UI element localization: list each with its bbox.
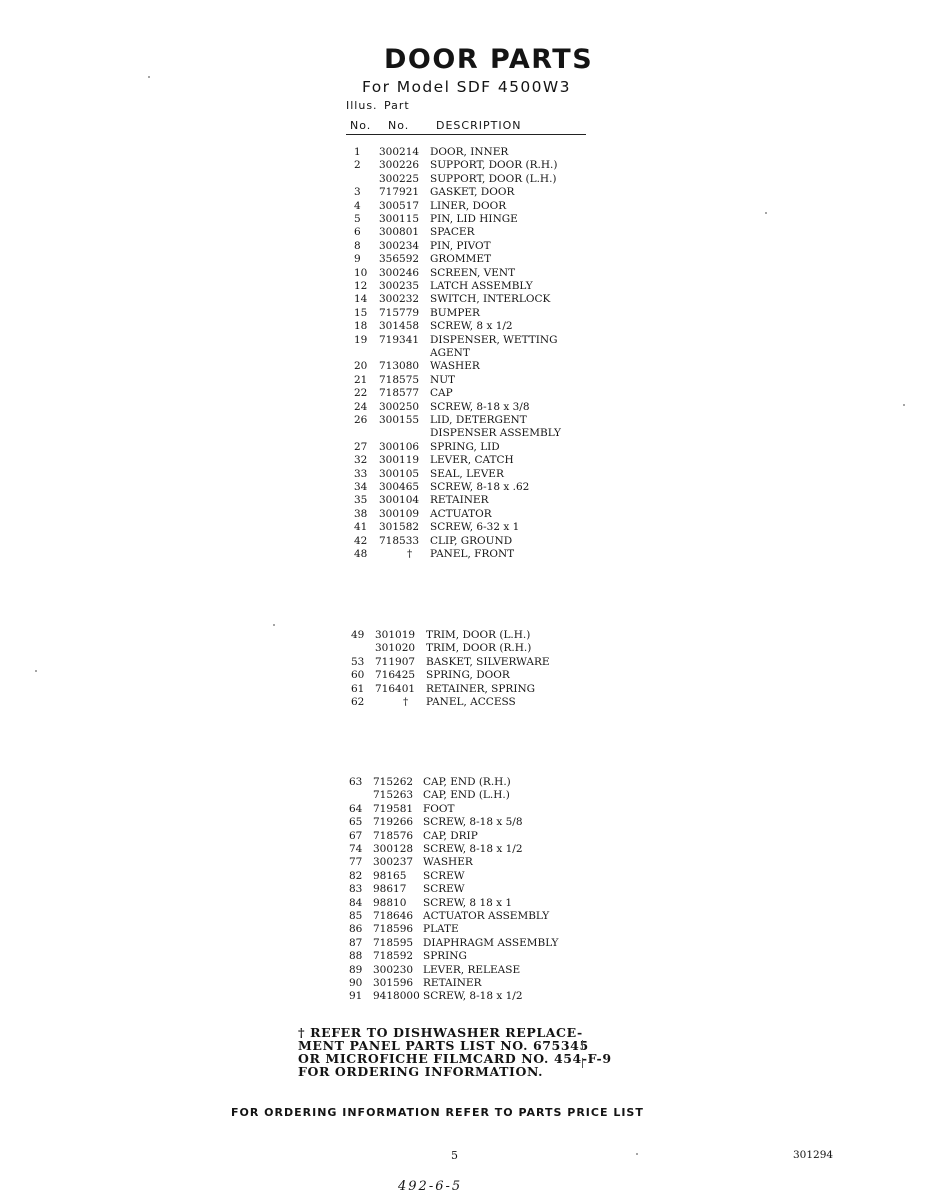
illus-number: 77 [349, 856, 363, 869]
illus-number: 53 [351, 655, 365, 668]
part-description: GROMMET [430, 253, 492, 266]
part-description: WASHER [423, 856, 473, 869]
illus-number: 3 [354, 186, 361, 199]
illus-number: 14 [354, 293, 368, 306]
scan-speck [636, 1153, 638, 1155]
part-number: 301020 [375, 642, 416, 655]
part-number: 716425 [375, 669, 416, 682]
part-description: PIN, PIVOT [430, 239, 491, 252]
margin-mark [582, 1040, 583, 1050]
part-number: 300105 [379, 467, 420, 480]
illus-number: 26 [354, 414, 368, 426]
illus-number: 87 [349, 936, 363, 949]
illus-number: 34 [354, 481, 368, 493]
part-number: 718575 [379, 373, 420, 386]
illus-number: 35 [354, 494, 368, 507]
part-description: TRIM, DOOR (L.H.) [426, 629, 531, 641]
part-description: SPRING [423, 950, 467, 963]
part-description: SCREW, 8-18 x 3/8 [430, 400, 530, 413]
document-number: 301294 [793, 1149, 834, 1161]
part-description: RETAINER, SPRING [426, 682, 536, 695]
part-number: 718646 [373, 910, 414, 922]
part-number: 718533 [379, 534, 420, 547]
margin-mark [582, 1058, 583, 1068]
illus-number: 19 [354, 333, 368, 346]
illus-number: 49 [351, 629, 365, 641]
part-description: SCREW, 6-32 x 1 [430, 521, 520, 534]
illus-number: 9 [354, 253, 361, 266]
column-header-part-no: No. [388, 119, 410, 132]
column-header-description: DESCRIPTION [436, 119, 522, 132]
model-subtitle: For Model SDF 4500W3 [362, 78, 571, 96]
part-description: PIN, LID HINGE [430, 213, 518, 225]
part-number: 301019 [375, 629, 416, 641]
part-number: 356592 [379, 253, 420, 266]
illus-number: 15 [354, 306, 368, 319]
part-number: 300214 [379, 146, 420, 158]
part-description: SCREW, 8 18 x 1 [423, 896, 513, 909]
illus-number: 91 [349, 990, 363, 1003]
note-line: FOR ORDERING INFORMATION. [298, 1064, 544, 1079]
part-description: SCREW, 8-18 x .62 [430, 481, 530, 493]
part-number: 301458 [379, 320, 420, 333]
part-number: † [403, 696, 409, 708]
part-description: TRIM, DOOR (R.H.) [426, 642, 532, 655]
part-description: PANEL, FRONT [430, 548, 515, 560]
illus-number: 41 [354, 521, 368, 534]
part-number: 719581 [373, 802, 414, 815]
illus-number: 86 [349, 923, 363, 936]
part-description: SUPPORT, DOOR (L.H.) [430, 172, 557, 185]
part-description: SUPPORT, DOOR (R.H.) [430, 159, 558, 172]
illus-number: 10 [354, 266, 368, 279]
part-number: 718592 [373, 950, 414, 963]
part-description: ACTUATOR [430, 507, 492, 520]
part-number: 300226 [379, 159, 420, 172]
part-number: 300517 [379, 199, 420, 212]
illus-number: 20 [354, 360, 368, 373]
illus-number: 74 [349, 843, 363, 855]
note-line: OR MICROFICHE FILMCARD NO. 454-F-9 [298, 1051, 612, 1066]
part-description: DISPENSER, WETTING [430, 333, 558, 346]
part-description: SPACER [430, 226, 475, 239]
illus-number: 89 [349, 963, 363, 976]
part-description: GASKET, DOOR [430, 186, 515, 199]
part-number: 300104 [379, 494, 420, 507]
part-description: RETAINER [423, 977, 482, 989]
replacement-panel-note [298, 1026, 612, 1078]
part-description: PANEL, ACCESS [426, 696, 516, 708]
part-description: LEVER, RELEASE [423, 963, 521, 976]
illus-number: 6 [354, 226, 361, 239]
scan-speck [273, 624, 275, 626]
illus-number: 18 [354, 320, 368, 333]
illus-number: 90 [349, 977, 363, 989]
part-number: 715779 [379, 306, 420, 319]
part-description: CAP [430, 387, 453, 400]
part-number: 718596 [373, 923, 414, 936]
scan-speck [903, 404, 905, 406]
illus-number: 83 [349, 883, 363, 896]
part-number: 718576 [373, 829, 414, 842]
part-number: 718595 [373, 936, 414, 949]
part-number: 715262 [373, 776, 414, 788]
part-description: BUMPER [430, 306, 480, 319]
part-number: 300465 [379, 481, 420, 493]
part-number: 300237 [373, 856, 414, 869]
part-number: 300128 [373, 843, 414, 855]
part-number: 300801 [379, 226, 420, 239]
illus-number: 65 [349, 816, 363, 829]
part-description: AGENT [430, 347, 470, 359]
part-number: 300246 [379, 266, 420, 279]
header-rule [346, 134, 586, 135]
column-header-part-top: Part [384, 99, 410, 112]
part-number: 300232 [379, 293, 420, 306]
page-number: 5 [451, 1149, 458, 1162]
part-number: 9418000 [373, 990, 420, 1003]
illus-number: 4 [354, 199, 361, 212]
part-number: 718577 [379, 387, 420, 400]
part-description: SCREW, 8-18 x 1/2 [423, 843, 523, 855]
part-number: 300106 [379, 440, 420, 453]
part-description: CLIP, GROUND [430, 534, 513, 547]
part-description: RETAINER [430, 494, 489, 507]
part-description: DIAPHRAGM ASSEMBLY [423, 936, 559, 949]
part-description: LEVER, CATCH [430, 454, 514, 467]
part-number: 300155 [379, 414, 420, 426]
part-description: DOOR, INNER [430, 146, 509, 158]
scan-speck [148, 76, 150, 78]
part-description: CAP, END (L.H.) [423, 789, 510, 802]
part-description: SPRING, LID [430, 440, 500, 453]
illus-number: 88 [349, 950, 363, 963]
part-number: 301582 [379, 521, 420, 534]
illus-number: 63 [349, 776, 363, 788]
illus-number: 48 [354, 548, 368, 560]
note-line: MENT PANEL PARTS LIST NO. 675345 [298, 1038, 589, 1053]
illus-number: 64 [349, 802, 363, 815]
column-header-illus-no: No. [350, 119, 372, 132]
part-description: PLATE [423, 923, 459, 936]
part-description: DISPENSER ASSEMBLY [430, 427, 561, 440]
part-description: FOOT [423, 802, 455, 815]
part-description: SCREW [423, 869, 465, 882]
part-description: SWITCH, INTERLOCK [430, 293, 551, 306]
illus-number: 67 [349, 829, 363, 842]
part-description: WASHER [430, 360, 480, 373]
part-number: 711907 [375, 655, 416, 668]
column-header-illus-top: Illus. [346, 99, 378, 112]
part-number: † [407, 548, 413, 560]
illus-number: 85 [349, 910, 363, 922]
illus-number: 84 [349, 896, 363, 909]
illus-number: 24 [354, 400, 368, 413]
part-description: LID, DETERGENT [430, 414, 527, 426]
illus-number: 1 [354, 146, 361, 158]
illus-number: 12 [354, 280, 368, 292]
part-number: 300235 [379, 280, 420, 292]
ordering-footer: FOR ORDERING INFORMATION REFER TO PARTS PRICE LIST [231, 1106, 644, 1119]
part-description: SCREW [423, 883, 465, 896]
part-description: SCREW, 8-18 x 5/8 [423, 816, 523, 829]
illus-number: 5 [354, 213, 361, 225]
part-number: 301596 [373, 977, 414, 989]
part-description: ACTUATOR ASSEMBLY [423, 910, 550, 922]
illus-number: 21 [354, 373, 368, 386]
illus-number: 32 [354, 454, 368, 467]
part-description: CAP, DRIP [423, 829, 478, 842]
illus-number: 27 [354, 440, 368, 453]
part-description: SCREW, 8 x 1/2 [430, 320, 513, 333]
illus-number: 2 [354, 159, 361, 172]
part-number: 300234 [379, 239, 420, 252]
part-number: 98810 [373, 896, 407, 909]
illus-number: 60 [351, 669, 365, 682]
part-number: 98617 [373, 883, 407, 896]
illus-number: 8 [354, 239, 361, 252]
part-number: 716401 [375, 682, 416, 695]
page-title: DOOR PARTS [384, 44, 594, 75]
part-description: CAP, END (R.H.) [423, 776, 511, 788]
scan-speck [765, 212, 767, 214]
illus-number: 33 [354, 467, 368, 480]
illus-number: 62 [351, 696, 365, 708]
part-number: 300119 [379, 454, 420, 467]
part-number: 713080 [379, 360, 420, 373]
part-description: SEAL, LEVER [430, 467, 504, 480]
scan-speck [35, 670, 37, 672]
illus-number: 42 [354, 534, 368, 547]
part-number: 719266 [373, 816, 414, 829]
part-number: 300109 [379, 507, 420, 520]
part-number: 300225 [379, 172, 420, 185]
part-number: 719341 [379, 333, 420, 346]
part-description: SCREEN, VENT [430, 266, 516, 279]
part-description: BASKET, SILVERWARE [426, 655, 550, 668]
part-number: 300115 [379, 213, 420, 225]
part-description: SCREW, 8-18 x 1/2 [423, 990, 523, 1003]
illus-number: 61 [351, 682, 365, 695]
part-number: 98165 [373, 869, 407, 882]
illus-number: 38 [354, 507, 368, 520]
illus-number: 82 [349, 869, 363, 882]
part-number: 717921 [379, 186, 420, 199]
part-description: NUT [430, 373, 456, 386]
part-description: LINER, DOOR [430, 199, 507, 212]
part-description: SPRING, DOOR [426, 669, 510, 682]
note-line: † REFER TO DISHWASHER REPLACE- [298, 1025, 583, 1040]
part-number: 300230 [373, 963, 414, 976]
part-number: 300250 [379, 400, 420, 413]
part-description: LATCH ASSEMBLY [430, 280, 533, 292]
part-number: 715263 [373, 789, 414, 802]
handwritten-note: 492-6-5 [398, 1179, 463, 1194]
illus-number: 22 [354, 387, 368, 400]
